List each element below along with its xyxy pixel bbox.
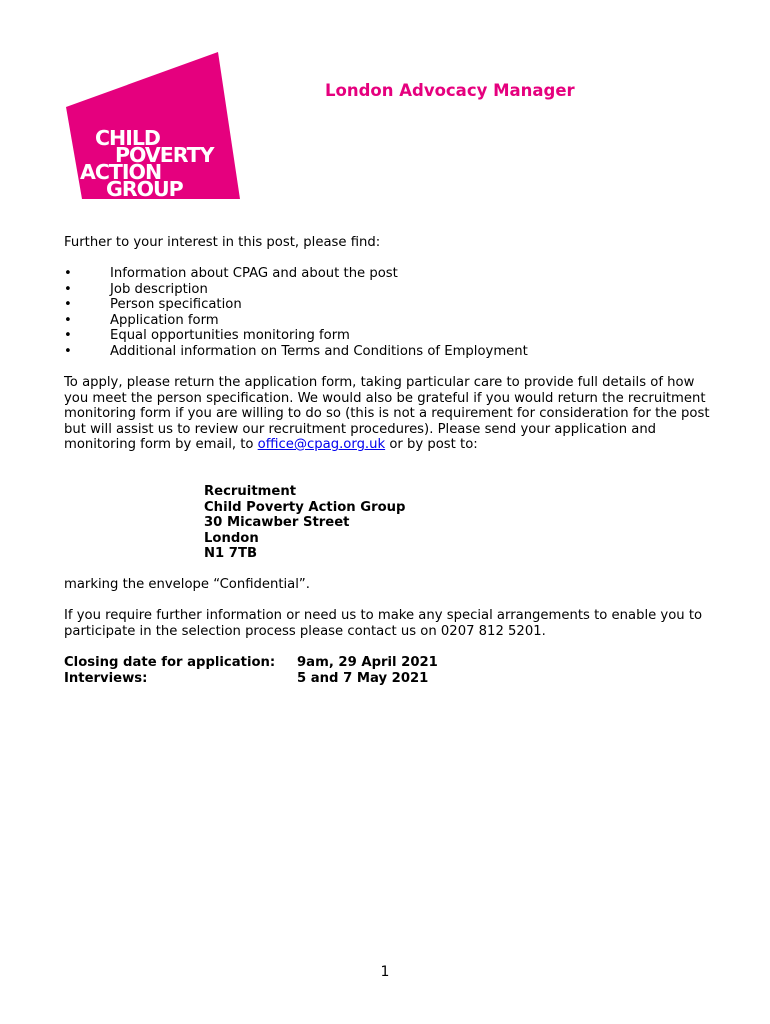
- apply-instructions: [64, 375, 714, 453]
- postal-address: [204, 484, 406, 562]
- address-line: Recruitment: [204, 484, 297, 499]
- bullet-icon: •: [64, 281, 72, 297]
- address-line: 30 Micawber Street: [204, 515, 350, 530]
- email-link[interactable]: office@cpag.org.uk: [257, 437, 386, 452]
- logo-line-4: GROUP: [106, 177, 183, 199]
- logo-line-2: POVERTY: [115, 143, 214, 167]
- list-item-text: Equal opportunities monitoring form: [110, 328, 350, 343]
- list-item-text: Application form: [110, 312, 219, 328]
- apply-text-after: or by post to:: [385, 437, 478, 452]
- intro-text: Further to your interest in this post, please find:: [64, 235, 381, 250]
- bullet-icon: •: [64, 266, 72, 281]
- bullet-icon: •: [64, 343, 72, 359]
- address-line: London: [204, 530, 259, 546]
- address-line: N1 7TB: [204, 546, 258, 561]
- closing-date-value: 9am, 29 April 2021: [297, 655, 438, 670]
- enclosures-list: [64, 266, 528, 359]
- bullet-icon: •: [64, 328, 72, 343]
- list-item-text: Additional information on Terms and Conditions of Employment: [110, 343, 528, 359]
- interviews-label: Interviews:: [64, 670, 148, 686]
- address-line: Child Poverty Action Group: [204, 499, 406, 515]
- interviews-row: [64, 671, 564, 687]
- bullet-icon: •: [64, 297, 72, 312]
- list-item: [64, 328, 528, 344]
- list-item: [64, 344, 528, 360]
- envelope-note: marking the envelope “Confidential”.: [64, 577, 310, 592]
- list-item-text: Person specification: [110, 297, 242, 312]
- logo-line-3: ACTION: [80, 160, 162, 184]
- page-number: 1: [380, 964, 390, 980]
- interviews-value: 5 and 7 May 2021: [297, 670, 429, 686]
- list-item-text: Information about CPAG and about the post: [110, 266, 398, 281]
- list-item: [64, 313, 528, 329]
- further-info: If you require further information or need us to make any special arrangements to enable you to participate in the selection process please contact us on 0207 812 5201.: [64, 608, 703, 639]
- closing-date-label: Closing date for application:: [64, 655, 276, 670]
- page-title: London Advocacy Manager: [325, 81, 575, 100]
- list-item-text: Job description: [110, 281, 208, 297]
- list-item: [64, 297, 528, 313]
- closing-date-row: [64, 655, 564, 671]
- bullet-icon: •: [64, 312, 72, 328]
- cpag-logo: [64, 52, 242, 199]
- key-dates: [64, 655, 564, 686]
- list-item: [64, 282, 528, 298]
- list-item: [64, 266, 528, 282]
- logo-shape: [64, 52, 242, 199]
- apply-text: To apply, please return the application form, taking particular care to provide full details of how you meet the person specification. We would also be grateful if you would return the recruitment monitoring form if you are willing to do so (this is not a requirement for consideration for the post but will assist us to review our recruitment procedures). Please send your application and monitoring form by email, to: [64, 375, 710, 452]
- logo-line-1: CHILD: [95, 126, 160, 150]
